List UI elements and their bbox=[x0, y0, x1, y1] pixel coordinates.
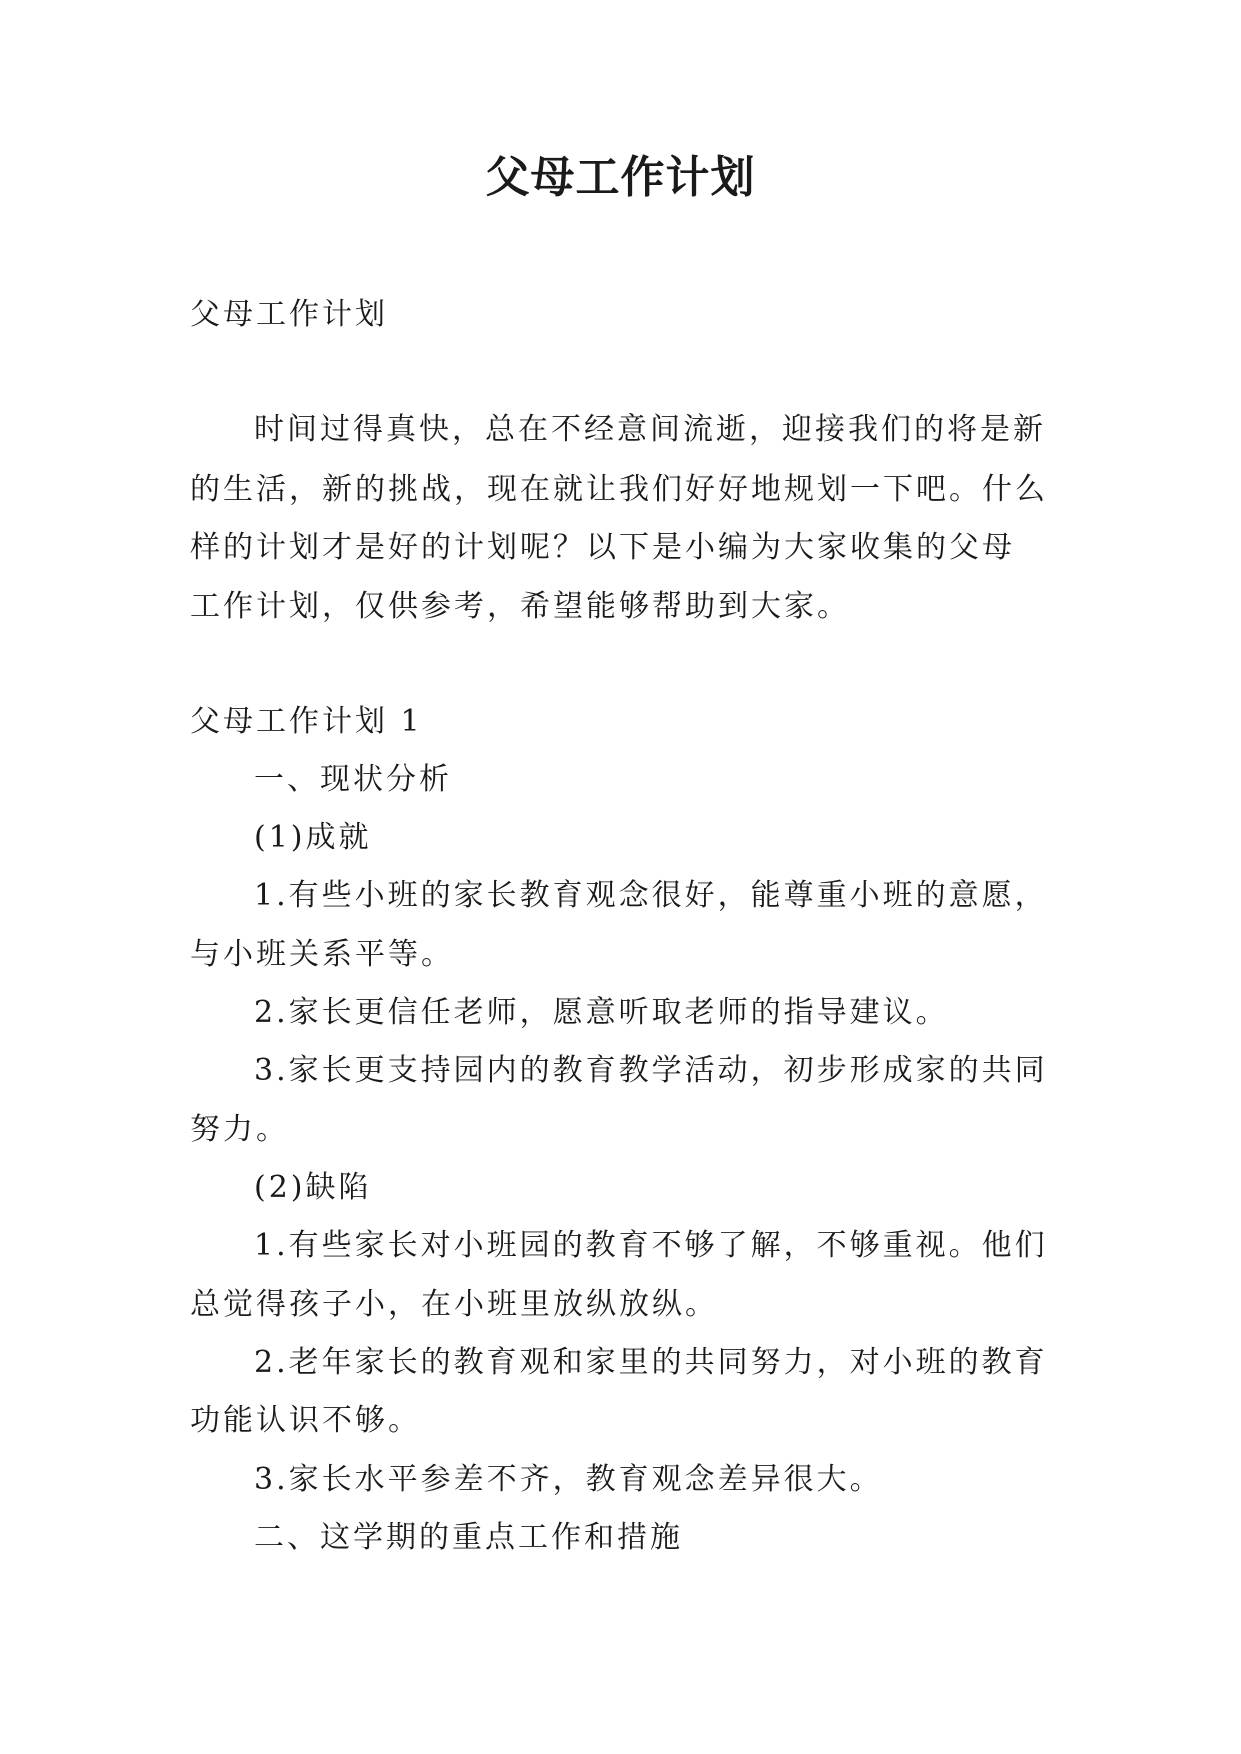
defect-line-4: 功能认识不够。 bbox=[190, 1403, 421, 1438]
section-title: 父母工作计划 1 bbox=[190, 704, 423, 739]
achievement-line-1: 1.有些小班的家长教育观念很好，能尊重小班的意愿， bbox=[254, 878, 1048, 913]
subheading-achievements: (1)成就 bbox=[254, 820, 372, 855]
achievement-line-3: 2.家长更信任老师，愿意听取老师的指导建议。 bbox=[254, 995, 949, 1030]
defect-line-5: 3.家长水平参差不齐，教育观念差异很大。 bbox=[254, 1462, 883, 1497]
achievement-line-2: 与小班关系平等。 bbox=[190, 937, 454, 972]
heading-key-work: 二、这学期的重点工作和措施 bbox=[254, 1520, 683, 1555]
achievement-line-5: 努力。 bbox=[190, 1112, 289, 1147]
intro-line-1: 时间过得真快，总在不经意间流逝，迎接我们的将是新 bbox=[254, 412, 1046, 447]
defect-line-3: 2.老年家长的教育观和家里的共同努力，对小班的教育 bbox=[254, 1345, 1048, 1380]
heading-status-analysis: 一、现状分析 bbox=[254, 762, 452, 797]
document-subtitle: 父母工作计划 bbox=[190, 297, 388, 332]
defect-line-1: 1.有些家长对小班园的教育不够了解，不够重视。他们 bbox=[254, 1228, 1048, 1263]
intro-line-2: 的生活，新的挑战，现在就让我们好好地规划一下吧。什么 bbox=[190, 472, 1048, 507]
defect-line-2: 总觉得孩子小，在小班里放纵放纵。 bbox=[190, 1287, 718, 1322]
intro-line-3: 样的计划才是好的计划呢？以下是小编为大家收集的父母 bbox=[190, 530, 1015, 565]
subheading-defects: (2)缺陷 bbox=[254, 1170, 372, 1205]
intro-line-4: 工作计划，仅供参考，希望能够帮助到大家。 bbox=[190, 589, 850, 624]
document-title: 父母工作计划 bbox=[485, 152, 756, 203]
achievement-line-4: 3.家长更支持园内的教育教学活动，初步形成家的共同 bbox=[254, 1053, 1048, 1088]
